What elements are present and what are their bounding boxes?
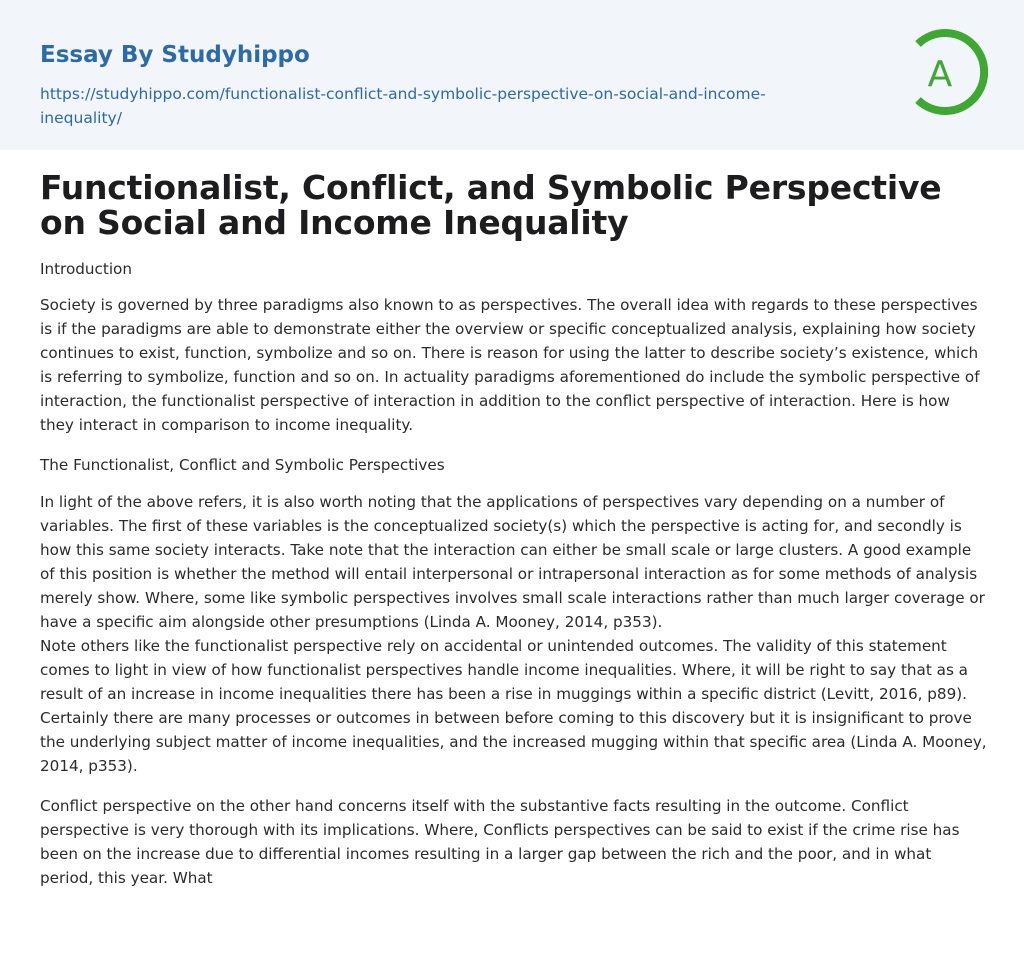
brand-title[interactable]: Essay By Studyhippo — [40, 42, 310, 68]
logo-letter: A — [927, 54, 953, 95]
paragraph-4: Conflict perspective on the other hand concerns itself with the substantive facts resulting in the outcome. Conflict perspective is very thorough with its implications. Where, Conflicts perspectives can be said to exist if the crime rise has been on the increase due to differential incomes resulting in a larger gap between the rich and the poor, and in what period, this year. What — [40, 797, 960, 887]
article-body — [40, 170, 988, 890]
paragraph-3: Note others like the functionalist perspective rely on accidental or unintended outcomes. The validity of this statement comes to light in view of how functionalist perspectives handle income inequalities. Where, it will be right to say that as a result of an increase in income inequalities there has been a rise in muggings within a specific district (Levitt, 2016, p89). Certainly there are many processes or outcomes in between before coming to this discovery but it is insignificant to prove the underlying subject matter of income inequalities, and the increased mugging within that specific area (Linda A. Mooney, 2014, p353). — [40, 637, 987, 775]
intro-heading: Introduction — [40, 260, 132, 278]
site-header — [0, 0, 1024, 150]
section-heading: The Functionalist, Conflict and Symbolic Perspectives — [40, 456, 445, 474]
studyhippo-logo-icon[interactable] — [910, 28, 988, 116]
essay-url-link[interactable]: https://studyhippo.com/functionalist-conflict-and-symbolic-perspective-on-social-and-income-inequality/ — [40, 85, 766, 127]
paragraph-2: In light of the above refers, it is also worth noting that the applications of perspectives vary depending on a number of variables. The first of these variables is the conceptualized society(s) which the perspective is acting for, and secondly is how this same society interacts. Take note that the interaction can either be small scale or large clusters. A good example of this position is whether the method will entail interpersonal or intrapersonal interaction as for some methods of analysis merely show. Where, some like symbolic perspectives involves small scale interactions rather than much larger coverage or have a specific aim alongside other presumptions (Linda A. Mooney, 2014, p353). — [40, 493, 985, 631]
article-title: Functionalist, Conflict, and Symbolic Perspective on Social and Income Inequality — [40, 168, 942, 242]
paragraph-1: Society is governed by three paradigms also known to as perspectives. The overall idea with regards to these perspectives is if the paradigms are able to demonstrate either the overview or specific conceptualized analysis, explaining how society continues to exist, function, symbolize and so on. There is reason for using the latter to describe society’s existence, which is referring to symbolize, function and so on. In actuality paradigms aforementioned do include the symbolic perspective of interaction, the functionalist perspective of interaction in addition to the conflict perspective of interaction. Here is how they interact in comparison to income inequality. — [40, 296, 980, 434]
